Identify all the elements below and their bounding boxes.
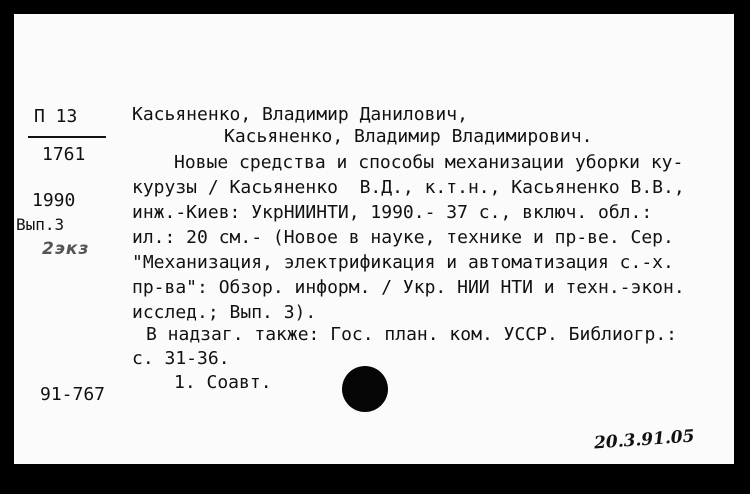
note-line: с. 31-36. [132,348,230,369]
heading-author-2: Касьяненко, Владимир Владимирович. [224,126,593,147]
shelfmark: П 13 [34,106,78,127]
shelfmark-divider [28,136,106,138]
note-line: В надзаг. также: Гос. план. ком. УССР. Библиогр.: [146,324,678,345]
description-line: ил.: 20 см.- (Новое в науке, технике и пр-ве. Сер. [132,227,674,248]
card-punch-hole [342,366,388,412]
card-number: 1761 [42,144,86,165]
copies-stamp: 2экз [42,239,90,259]
handwritten-note: 20.3.91.05 [593,426,696,454]
description-line: пр-ва": Обзор. информ. / Укр. НИИ НТИ и техн.-экон. [132,277,685,298]
description-line: Новые средства и способы механизации уборки ку- [174,152,684,173]
catalog-card [14,14,734,464]
description-line: "Механизация, электрификация и автоматизация с.-х. [132,252,674,273]
issue: Вып.3 [16,215,65,234]
description-line: исслед.; Вып. 3). [132,302,317,323]
description-line: курузы / Касьяненко В.Д., к.т.н., Касьяненко В.В., [132,177,685,198]
description-line: инж.-Киев: УкрНИИНТИ, 1990.- 37 с., включ. обл.: [132,202,653,223]
inventory-number: 91-767 [40,384,106,405]
heading-author-1: Касьяненко, Владимир Данилович, [132,104,468,125]
year: 1990 [32,190,76,211]
tracing-line: 1. Соавт. [174,372,272,393]
